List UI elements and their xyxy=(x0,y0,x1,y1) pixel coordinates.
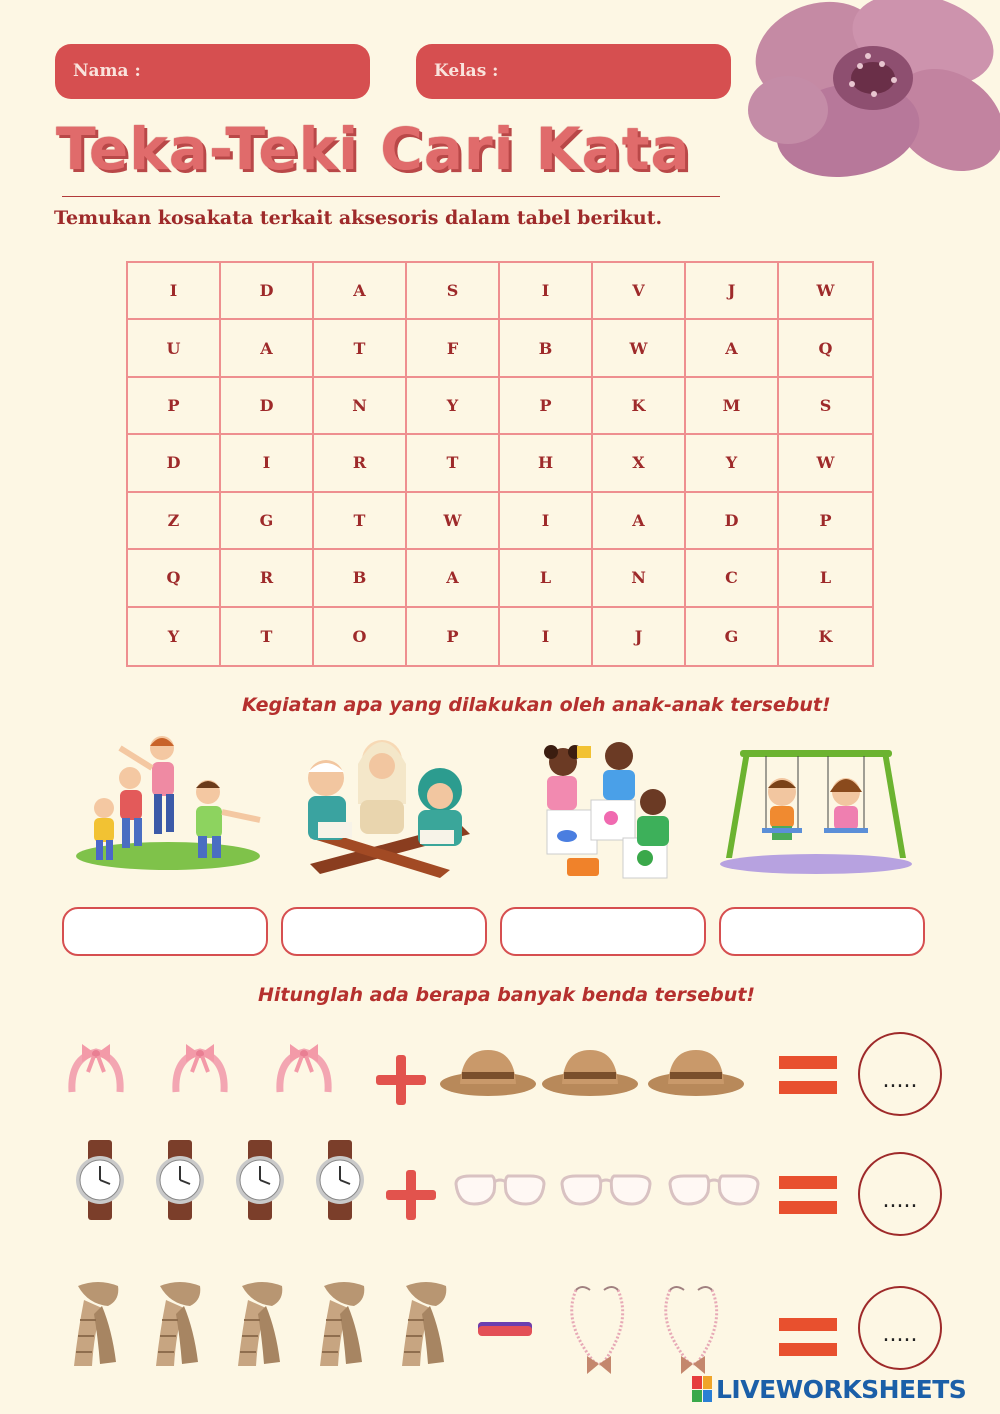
grid-cell[interactable]: P xyxy=(779,493,872,550)
headband-icon xyxy=(66,1040,126,1104)
grid-cell[interactable]: D xyxy=(686,493,779,550)
liveworksheets-logo-icon xyxy=(692,1376,712,1402)
grid-cell[interactable]: L xyxy=(500,550,593,607)
headband-icon xyxy=(274,1040,334,1104)
scarf-icon xyxy=(314,1280,374,1374)
class-field[interactable] xyxy=(416,44,731,99)
minus-sign-icon xyxy=(478,1322,532,1336)
children-swinging-image xyxy=(718,748,914,874)
grid-cell[interactable]: A xyxy=(686,320,779,377)
eyeglasses-icon xyxy=(450,1170,550,1214)
children-reading-quran-image xyxy=(290,734,480,880)
grid-cell[interactable]: W xyxy=(407,493,500,550)
title-divider xyxy=(62,196,720,197)
wristwatch-icon xyxy=(150,1140,210,1224)
grid-cell[interactable]: O xyxy=(314,608,407,665)
grid-cell[interactable]: W xyxy=(779,263,872,320)
grid-cell[interactable]: Q xyxy=(128,550,221,607)
grid-cell[interactable]: P xyxy=(407,608,500,665)
grid-cell[interactable]: I xyxy=(221,435,314,492)
equals-sign-icon xyxy=(779,1176,837,1226)
grid-cell[interactable]: I xyxy=(500,263,593,320)
safari-hat-icon xyxy=(540,1042,640,1106)
grid-cell[interactable]: H xyxy=(500,435,593,492)
class-input[interactable] xyxy=(516,56,713,88)
class-label: Kelas : xyxy=(434,61,499,81)
grid-cell[interactable]: M xyxy=(686,378,779,435)
grid-cell[interactable]: N xyxy=(314,378,407,435)
activity-answer-input-2[interactable] xyxy=(283,909,485,954)
eyeglasses-icon xyxy=(556,1170,656,1214)
grid-cell[interactable]: D xyxy=(128,435,221,492)
activity-answer-box-2[interactable] xyxy=(281,907,487,956)
count-answer-circle[interactable]: ..... xyxy=(858,1152,942,1236)
name-label: Nama : xyxy=(73,61,141,81)
grid-cell[interactable]: A xyxy=(314,263,407,320)
grid-cell[interactable]: S xyxy=(407,263,500,320)
grid-cell[interactable]: I xyxy=(128,263,221,320)
liveworksheets-footer xyxy=(692,1374,966,1404)
grid-cell[interactable]: Y xyxy=(686,435,779,492)
count-answer-circle[interactable]: ..... xyxy=(858,1286,942,1370)
counting-heading: Hitunglah ada berapa banyak benda tersebut! xyxy=(258,984,756,1006)
necklace-icon xyxy=(562,1282,632,1386)
grid-cell[interactable]: C xyxy=(686,550,779,607)
headband-icon xyxy=(170,1040,230,1104)
safari-hat-icon xyxy=(646,1042,746,1106)
word-search-grid xyxy=(126,261,874,667)
grid-cell[interactable]: T xyxy=(314,320,407,377)
grid-cell[interactable]: B xyxy=(314,550,407,607)
activity-answer-input-1[interactable] xyxy=(64,909,266,954)
activity-answer-box-3[interactable] xyxy=(500,907,706,956)
scarf-icon xyxy=(150,1280,210,1374)
instruction-text: Temukan kosakata terkait aksesoris dalam tabel berikut. xyxy=(54,207,663,229)
grid-cell[interactable]: U xyxy=(128,320,221,377)
flower-decoration-image xyxy=(748,0,1000,195)
children-playing-image xyxy=(72,734,264,874)
page-title: Teka-Teki Cari Kata xyxy=(56,115,691,183)
grid-cell[interactable]: R xyxy=(221,550,314,607)
grid-cell[interactable]: G xyxy=(686,608,779,665)
grid-cell[interactable]: N xyxy=(593,550,686,607)
grid-cell[interactable]: G xyxy=(221,493,314,550)
grid-cell[interactable]: R xyxy=(314,435,407,492)
grid-cell[interactable]: J xyxy=(593,608,686,665)
grid-cell[interactable]: Y xyxy=(128,608,221,665)
wristwatch-icon xyxy=(310,1140,370,1224)
grid-cell[interactable]: I xyxy=(500,608,593,665)
grid-cell[interactable]: W xyxy=(593,320,686,377)
grid-cell[interactable]: T xyxy=(314,493,407,550)
count-answer-circle[interactable]: ..... xyxy=(858,1032,942,1116)
scarf-icon xyxy=(232,1280,292,1374)
equals-sign-icon xyxy=(779,1318,837,1368)
grid-cell[interactable]: P xyxy=(128,378,221,435)
grid-cell[interactable]: A xyxy=(221,320,314,377)
scarf-icon xyxy=(396,1280,456,1374)
activity-answer-box-4[interactable] xyxy=(719,907,925,956)
grid-cell[interactable]: J xyxy=(686,263,779,320)
grid-cell[interactable]: K xyxy=(818,626,833,646)
grid-cell[interactable]: Q xyxy=(779,320,872,377)
wristwatch-icon xyxy=(230,1140,290,1224)
grid-cell[interactable]: S xyxy=(779,378,872,435)
grid-cell[interactable]: D xyxy=(221,263,314,320)
grid-cell[interactable]: B xyxy=(500,320,593,377)
grid-cell[interactable]: F xyxy=(407,320,500,377)
eyeglasses-icon xyxy=(664,1170,764,1214)
grid-cell[interactable]: Y xyxy=(407,378,500,435)
grid-cell[interactable]: K xyxy=(593,378,686,435)
grid-cell[interactable]: I xyxy=(500,493,593,550)
grid-cell[interactable]: D xyxy=(221,378,314,435)
name-field[interactable] xyxy=(55,44,370,99)
scarf-icon xyxy=(68,1280,128,1374)
children-drawing-image xyxy=(527,740,675,882)
grid-cell[interactable]: X xyxy=(593,435,686,492)
grid-cell[interactable]: A xyxy=(593,493,686,550)
grid-cell[interactable]: A xyxy=(407,550,500,607)
plus-sign-icon xyxy=(376,1055,426,1105)
equals-sign-icon xyxy=(779,1056,837,1106)
activity-answer-input-4[interactable] xyxy=(721,909,923,954)
grid-cell[interactable]: L xyxy=(779,550,872,607)
necklace-icon xyxy=(656,1282,726,1386)
name-input[interactable] xyxy=(165,56,352,88)
grid-cell[interactable]: T xyxy=(221,608,314,665)
grid-cell[interactable]: P xyxy=(500,378,593,435)
grid-cell[interactable]: T xyxy=(407,435,500,492)
activities-heading: Kegiatan apa yang dilakukan oleh anak-anak tersebut! xyxy=(242,694,831,716)
grid-cell[interactable]: V xyxy=(593,263,686,320)
wristwatch-icon xyxy=(70,1140,130,1224)
safari-hat-icon xyxy=(438,1042,538,1106)
activity-answer-input-3[interactable] xyxy=(502,909,704,954)
plus-sign-icon xyxy=(386,1170,436,1220)
activity-answer-box-1[interactable] xyxy=(62,907,268,956)
grid-cell[interactable]: W xyxy=(779,435,872,492)
liveworksheets-brand: LIVEWORKSHEETS xyxy=(716,1374,967,1404)
grid-cell[interactable]: Z xyxy=(128,493,221,550)
